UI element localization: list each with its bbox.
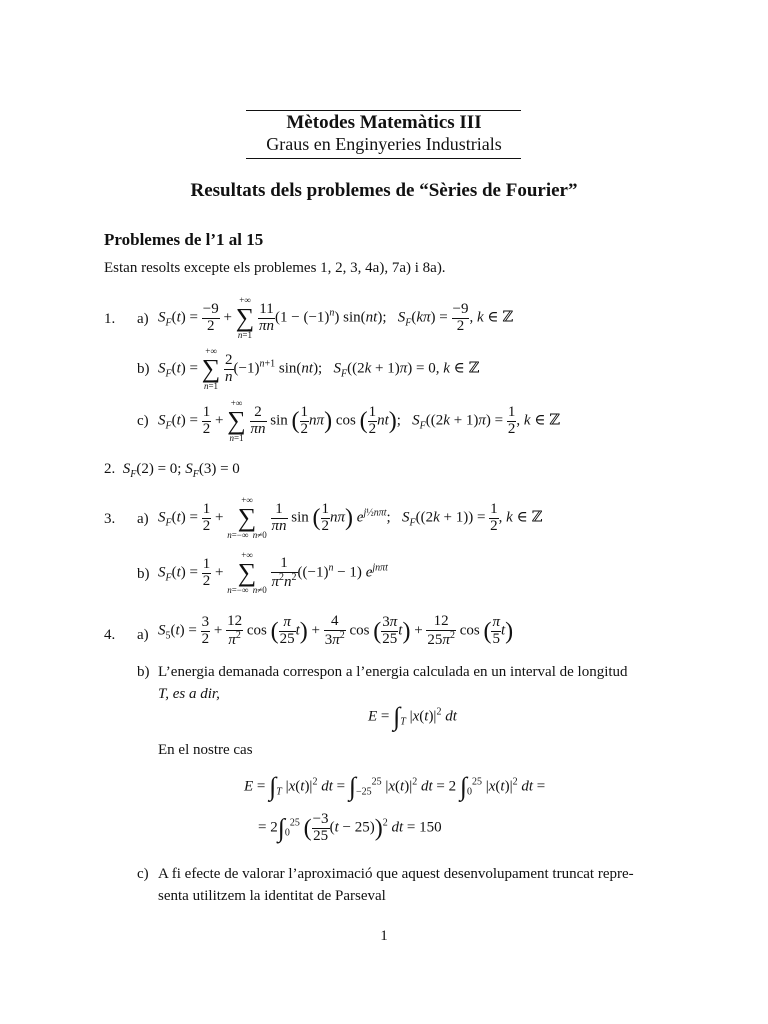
energy-definition-formula: $E = \int_T$ $|x(t)|^2$ dt xyxy=(368,702,457,731)
energy-result: = 150 xyxy=(406,819,442,836)
problem-4b-text-1: L’energia demanada correspon a l’energia calculada en un interval de longitud xyxy=(158,664,628,680)
problem-3b-label: b) xyxy=(137,566,150,582)
problem-4b-text-3: En el nostre cas xyxy=(158,742,253,758)
problem-2-formula: 2. $S_F(2) = 0$; $S_F(3) = 0$ xyxy=(104,461,240,480)
page-number: 1 xyxy=(380,928,388,944)
problem-1-label: 1. xyxy=(104,311,116,327)
problem-3b-formula: $S_F(t)$ = $\frac{1}{2}$ + +∞ ∑ n=−∞ n≠0 $\frac{1}{\pi^2n^2}$ $((-1)^n - 1)$ $e^{jn\pi t}$ xyxy=(158,550,388,595)
problem-4c-text-2: senta utilitzem la identitat de Parseval xyxy=(158,888,386,904)
energy-computation-line-2: = $2\int_0^{25}$ ( $\frac{-3}{25}$ (t − 25))$^2$ dt = 150 xyxy=(258,811,442,844)
energy-computation-line-1: $E = \int_T$ $|x(t)|^2$ dt = $\int_{-25}^{25}$ $|x(t)|^2$ dt = 2 $\int_0^{25}$ $|x(t)|^2$ dt = xyxy=(244,772,546,801)
problem-4a-label: a) xyxy=(137,627,149,643)
problem-1c-label: c) xyxy=(137,413,149,429)
problem-1c-formula: $S_F(t)$ = $\frac{1}{2}$ + +∞ ∑ n=1 $\frac{2}{\pi n}$ sin ( $\frac{1}{2}$ nπ) cos ( $\frac{1}{2}$ nt); $S_F((2k + 1)\pi)$ = $\frac{1}{2}$ , k ∈ ℤ xyxy=(158,398,561,443)
problem-3a-label: a) xyxy=(137,511,149,527)
problem-4c-label: c) xyxy=(137,866,149,882)
problem-4c-text-1: A fi efecte de valorar l’aproximació que aquest desenvolupament truncat repre- xyxy=(158,866,634,882)
section-intro: Estan resolts excepte els problemes 1, 2, 3, 4a), 7a) i 8a). xyxy=(104,260,446,276)
problem-1a-formula: $S_F(t)$ = $\frac{-9}{2}$ + +∞ ∑ n=1 $\frac{11}{\pi n}$ $(1 - (-1)^n)$ sin(nt); $S_F(k\pi)$ = $\frac{-9}{2}$ , k ∈ ℤ xyxy=(158,295,514,340)
problem-3-label: 3. xyxy=(104,511,116,527)
bottom-rule xyxy=(246,158,521,159)
top-rule xyxy=(246,110,521,111)
problem-1a-label: a) xyxy=(137,311,149,327)
problem-4b-label: b) xyxy=(137,664,150,680)
section-heading: Problemes de l’1 al 15 xyxy=(104,230,264,249)
problem-4a-formula: $S_5(t)$ = $\frac{3}{2}$ + $\frac{12}{\pi^2}$ cos ( $\frac{\pi}{25}$ t) + $\frac{4}{3\pi^2}$ cos ( $\frac{3\pi}{25}$ t) + $\frac{12}{25\pi^2}$ cos ( $\frac{\pi}{5}$ t) xyxy=(158,613,514,648)
course-title: Mètodes Matemàtics III xyxy=(286,112,482,133)
document-title: Resultats dels problemes de “Sèries de Fourier” xyxy=(190,180,578,201)
problem-3a-formula: $S_F(t)$ = $\frac{1}{2}$ + +∞ ∑ n=−∞ n≠0 $\frac{1}{\pi n}$ sin ( $\frac{1}{2}$ nπ) $e^{j\frac{1}{2}n\pi t}$; $S_F((2k + 1))$ = $\frac{1}{2}$ , k ∈ ℤ xyxy=(158,495,543,540)
problem-4-label: 4. xyxy=(104,627,116,643)
problem-1b-label: b) xyxy=(137,361,150,377)
problem-1b-formula: $S_F(t)$ = +∞ ∑ n=1 $\frac{2}{n}$ $(-1)^{n+1}$ sin(nt); $S_F((2k + 1)\pi) = 0$, k ∈ ℤ xyxy=(158,346,480,391)
course-subtitle: Graus en Enginyeries Industrials xyxy=(266,134,502,154)
problem-4b-text-2: T, es a dir, xyxy=(158,686,220,702)
